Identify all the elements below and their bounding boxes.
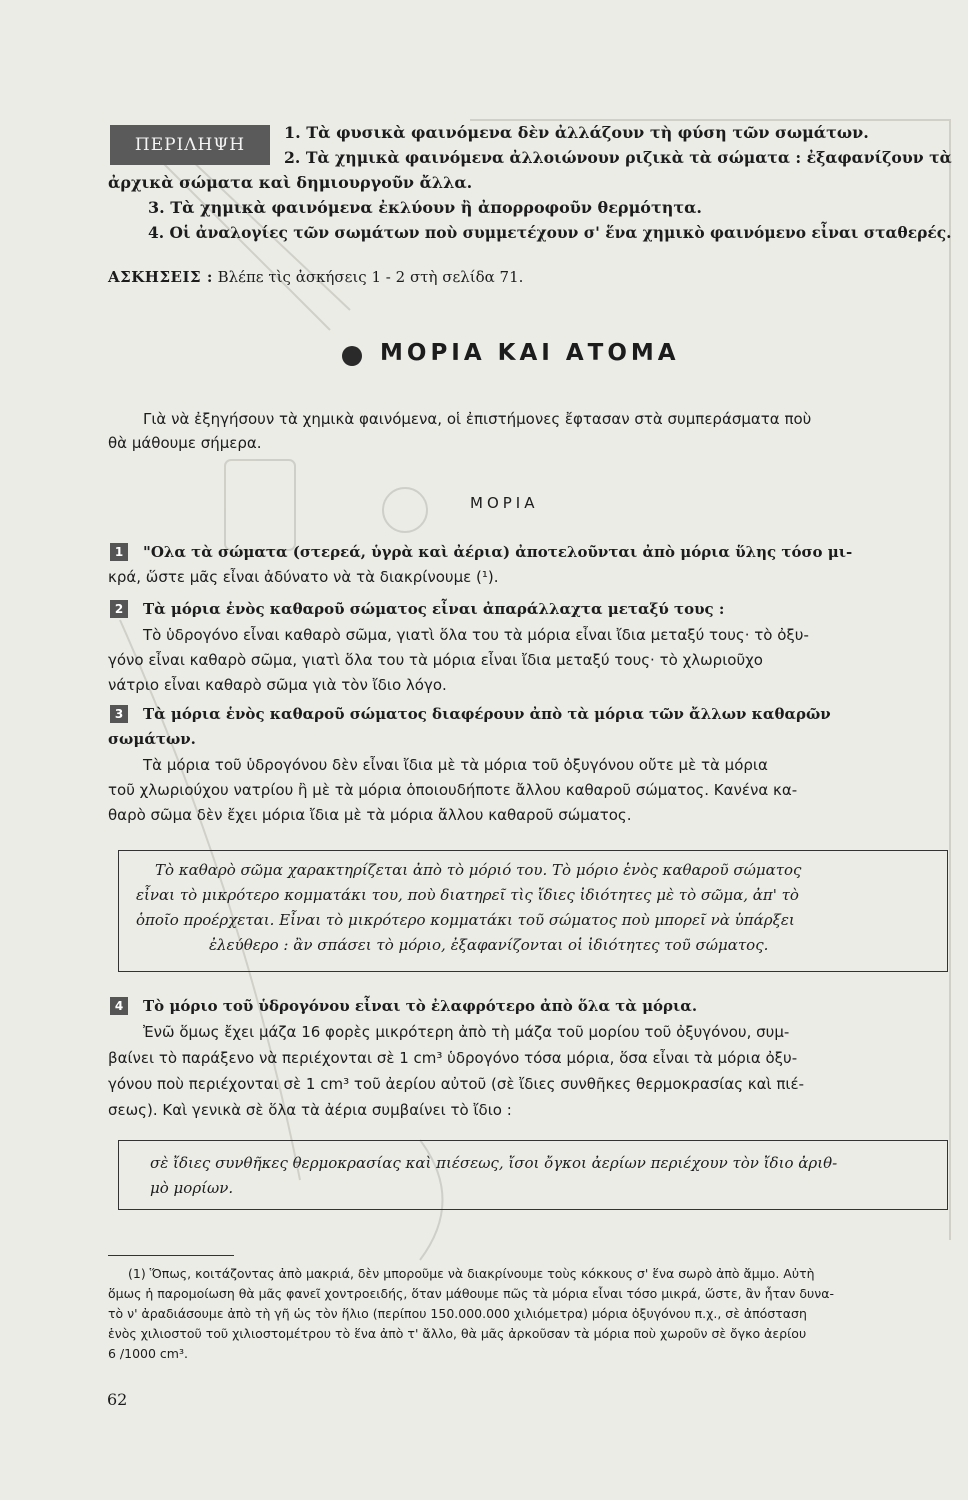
- law-box: [118, 1140, 948, 1210]
- point-number-3: 3: [110, 705, 128, 723]
- intro-line-1: Γιὰ νὰ ἐξηγήσουν τὰ χημικὰ φαινόμενα, οἱ ἐπιστήμονες ἔφτασαν στὰ συμπεράσματα ποὺ: [143, 410, 812, 428]
- summary-line-3: 3. Τὰ χημικὰ φαινόμενα ἐκλύουν ἢ ἀπορροφοῦν θερμότητα.: [148, 198, 702, 217]
- p1-line-1: "Ολα τὰ σώματα (στερεά, ὑγρὰ καὶ ἀέρια) ἀποτελοῦνται ἀπὸ μόρια ὕλης τόσο μι-: [143, 543, 853, 561]
- chapter-title: ΜΟΡΙΑ ΚΑΙ ΑΤΟΜΑ: [380, 340, 680, 366]
- definition-line-4: ἐλεύθερο : ἂν σπάσει τὸ μόριο, ἐξαφανίζονται οἱ ἰδιότητες τοῦ σώματος.: [209, 936, 769, 954]
- point-number-1: 1: [110, 543, 128, 561]
- law-line-1: σὲ ἴδιες συνθῆκες θερμοκρασίας καὶ πιέσεως, ἴσοι ὄγκοι ἀερίων περιέχουν τὸν ἴδιο ἀριθ-: [150, 1154, 838, 1172]
- p3-heading-2: σωμάτων.: [108, 730, 196, 748]
- chapter-bullet-icon: [342, 346, 362, 366]
- p2-line-1: Τὸ ὑδρογόνο εἶναι καθαρὸ σῶμα, γιατὶ ὅλα του τὰ μόρια εἶναι ἴδια μεταξύ τους· τὸ ὀξυ-: [143, 626, 809, 644]
- definition-line-2: εἶναι τὸ μικρότερο κομματάκι του, ποὺ διατηρεῖ τὶς ἴδιες ἰδιότητες μὲ τὸ σῶμα, ἀπ' τὸ: [136, 886, 799, 904]
- p2-heading: Τὰ μόρια ἑνὸς καθαροῦ σώματος εἶναι ἀπαράλλαχτα μεταξύ τους :: [143, 600, 725, 618]
- p3-line-3: θαρὸ σῶμα δὲν ἔχει μόρια ἴδια μὲ τὰ μόρια ἄλλου καθαροῦ σώματος.: [108, 806, 632, 824]
- p3-line-2: τοῦ χλωριούχου νατρίου ἢ μὲ τὰ μόρια ὁποιουδήποτε ἄλλου καθαροῦ σώματος. Κανένα κα-: [108, 781, 798, 799]
- p2-line-2: γόνο εἶναι καθαρὸ σῶμα, γιατὶ ὅλα του τὰ μόρια εἶναι ἴδια μεταξύ τους· τὸ χλωριοῦχο: [108, 651, 763, 669]
- intro-line-2: θὰ μάθουμε σήμερα.: [108, 434, 262, 452]
- point-number-4: 4: [110, 997, 128, 1015]
- p4-line-3: γόνου ποὺ περιέχονται σὲ 1 cm³ τοῦ ἀερίου αὐτοῦ (σὲ ἴδιες συνθῆκες θερμοκρασίας καὶ πιέ-: [108, 1075, 804, 1093]
- summary-badge: ΠΕΡΙΛΗΨΗ: [110, 125, 270, 165]
- p4-line-4: σεως). Καὶ γενικὰ σὲ ὅλα τὰ ἀέρια συμβαίνει τὸ ἴδιο :: [108, 1101, 512, 1119]
- definition-line-1: Τὸ καθαρὸ σῶμα χαρακτηρίζεται ἀπὸ τὸ μόριό του. Τὸ μόριο ἑνὸς καθαροῦ σώματος: [155, 861, 802, 879]
- law-line-2: μὸ μορίων.: [150, 1179, 234, 1197]
- footnote-line-3: τὸ ν' ἀραδιάσουμε ἀπὸ τὴ γῆ ὡς τὸν ἥλιο (περίπου 150.000.000 χιλιόμετρα) μόρια ὀξυγόνου π.χ., σὲ ἀπόσταση: [108, 1306, 807, 1321]
- exercises-note: [108, 268, 523, 286]
- summary-line-4: 4. Οἱ ἀναλογίες τῶν σωμάτων ποὺ συμμετέχουν σ' ἕνα χημικὸ φαινόμενο εἶναι σταθερές.: [148, 223, 952, 242]
- p3-line-1: Τὰ μόρια τοῦ ὑδρογόνου δὲν εἶναι ἴδια μὲ τὰ μόρια τοῦ ὀξυγόνου οὔτε μὲ τὰ μόρια: [143, 756, 768, 774]
- footnote-line-4: ἑνὸς χιλιοστοῦ τοῦ χιλιοστομέτρου τὸ ἕνα ἀπὸ τ' ἄλλο, θὰ μᾶς ἀρκοῦσαν τὰ μόρια ποὺ χωροῦν σὲ ὄγκο ἀερίου: [108, 1326, 807, 1341]
- exercises-label: ΑΣΚΗΣΕΙΣ :: [108, 268, 213, 286]
- page-number: 62: [107, 1390, 128, 1409]
- footnote-line-5: 6 /1000 cm³.: [108, 1346, 188, 1361]
- summary-line-2-cont: ἀρχικὰ σώματα καὶ δημιουργοῦν ἄλλα.: [108, 173, 473, 192]
- section-subtitle: ΜΟΡΙΑ: [470, 494, 539, 512]
- p4-line-2: βαίνει τὸ παράξενο νὰ περιέχονται σὲ 1 cm³ ὑδρογόνο τόσα μόρια, ὅσα εἶναι τὰ μόρια ὀξυ-: [108, 1049, 798, 1067]
- point-number-2: 2: [110, 600, 128, 618]
- p4-heading: Τὸ μόριο τοῦ ὑδρογόνου εἶναι τὸ ἐλαφρότερο ἀπὸ ὅλα τὰ μόρια.: [143, 997, 698, 1015]
- footnote-rule: [108, 1255, 234, 1256]
- p2-line-3: νάτριο εἶναι καθαρὸ σῶμα γιὰ τὸν ἴδιο λόγο.: [108, 676, 447, 694]
- footnote-line-1: (1) Ὅπως, κοιτάζοντας ἀπὸ μακριά, δὲν μποροῦμε νὰ διακρίνουμε τοὺς κόκκους σ' ἕνα σωρὸ ἀπὸ ἄμμο. Αὐτὴ: [128, 1266, 815, 1281]
- definition-line-3: ὁποῖο προέρχεται. Εἶναι τὸ μικρότερο κομματάκι τοῦ σώματος ποὺ μπορεῖ νὰ ὑπάρξει: [136, 911, 795, 929]
- p4-line-1: Ἐνῶ ὅμως ἔχει μάζα 16 φορὲς μικρότερη ἀπὸ τὴ μάζα τοῦ μορίου τοῦ ὀξυγόνου, συμ-: [143, 1023, 790, 1041]
- footnote-line-2: ὅμως ἡ παρομοίωση θὰ μᾶς φανεῖ χοντροειδής, ὅταν μάθουμε πῶς τὰ μόρια εἶναι τόσο μικρά, ὥστε, ἂν ἦταν δυνα-: [108, 1286, 834, 1301]
- exercises-text: Βλέπε τὶς ἀσκήσεις 1 - 2 στὴ σελίδα 71.: [212, 268, 524, 286]
- p3-heading-1: Τὰ μόρια ἑνὸς καθαροῦ σώματος διαφέρουν ἀπὸ τὰ μόρια τῶν ἄλλων καθαρῶν: [143, 705, 831, 723]
- p1-line-2: κρά, ὥστε μᾶς εἶναι ἀδύνατο νὰ τὰ διακρίνουμε (¹).: [108, 568, 499, 586]
- summary-line-2: 2. Τὰ χημικὰ φαινόμενα ἀλλοιώνουν ριζικὰ τὰ σώματα : ἐξαφανίζουν τὰ: [284, 148, 952, 167]
- summary-line-1: 1. Τὰ φυσικὰ φαινόμενα δὲν ἀλλάζουν τὴ φύση τῶν σωμάτων.: [284, 123, 869, 142]
